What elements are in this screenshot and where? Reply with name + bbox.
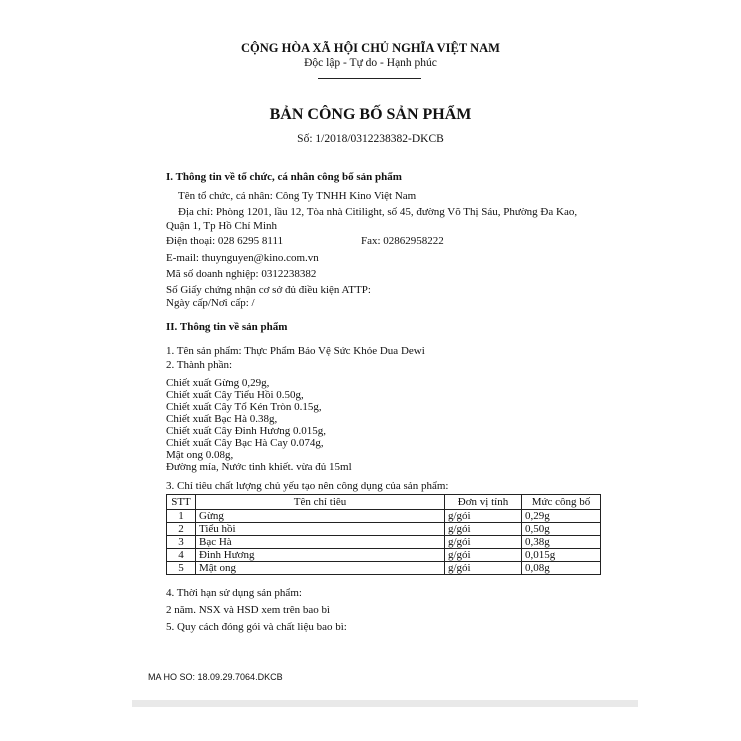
shelf-life-title: 4. Thời hạn sử dụng sản phẩm: bbox=[166, 587, 302, 599]
cell-stt: 1 bbox=[167, 510, 196, 523]
col-header-name: Tên chỉ tiêu bbox=[196, 495, 445, 510]
shelf-life: 2 năm. NSX và HSD xem trên bao bì bbox=[166, 604, 331, 616]
org-tax-code: Mã số doanh nghiệp: 0312238382 bbox=[166, 268, 317, 280]
cell-stt: 2 bbox=[167, 523, 196, 536]
cell-unit: g/gói bbox=[445, 562, 522, 575]
ingredient-item: Chiết xuất Cây Đinh Hương 0.015g, bbox=[166, 425, 326, 437]
cell-unit: g/gói bbox=[445, 536, 522, 549]
cell-name: Tiểu hồi bbox=[196, 523, 445, 536]
cell-unit: g/gói bbox=[445, 549, 522, 562]
table-row bbox=[167, 562, 601, 575]
ingredients-title: 2. Thành phần: bbox=[166, 359, 233, 371]
section-2-heading: II. Thông tin về sản phẩm bbox=[166, 321, 288, 333]
table-header-row bbox=[167, 495, 601, 510]
packaging-title: 5. Quy cách đóng gói và chất liệu bao bì: bbox=[166, 621, 347, 633]
table-row bbox=[167, 523, 601, 536]
org-phone: Điện thoại: 028 6295 8111 bbox=[166, 235, 284, 247]
col-header-unit: Đơn vị tính bbox=[445, 495, 522, 510]
section-1-heading: I. Thông tin về tổ chức, cá nhân công bố sản phẩm bbox=[166, 171, 402, 183]
ingredient-item: Chiết xuất Gừng 0,29g, bbox=[166, 377, 270, 389]
national-motto: Độc lập - Tự do - Hạnh phúc bbox=[304, 57, 437, 69]
org-issue-date: Ngày cấp/Nơi cấp: / bbox=[166, 297, 255, 309]
cell-value: 0,08g bbox=[522, 562, 601, 575]
org-fax: Fax: 02862958222 bbox=[361, 235, 444, 247]
org-address-line2: Quận 1, Tp Hồ Chí Minh bbox=[166, 220, 278, 232]
document-number: Số: 1/2018/0312238382-DKCB bbox=[297, 133, 444, 145]
dossier-code: MA HO SO: 18.09.29.7064.DKCB bbox=[148, 672, 283, 682]
org-certificate: Số Giấy chứng nhận cơ sở đủ điều kiện ATTP: bbox=[166, 284, 371, 296]
cell-name: Gừng bbox=[196, 510, 445, 523]
bottom-scroll-bar bbox=[132, 700, 638, 707]
cell-name: Mật ong bbox=[196, 562, 445, 575]
header-divider bbox=[318, 78, 421, 79]
cell-stt: 3 bbox=[167, 536, 196, 549]
ingredient-item: Đường mía, Nước tinh khiết. vừa đủ 15ml bbox=[166, 461, 352, 473]
quality-title: 3. Chỉ tiêu chất lượng chủ yếu tạo nên công dụng của sản phẩm: bbox=[166, 480, 449, 492]
cell-value: 0,38g bbox=[522, 536, 601, 549]
ingredient-item: Chiết xuất Cây Tổ Kén Tròn 0.15g, bbox=[166, 401, 322, 413]
cell-stt: 5 bbox=[167, 562, 196, 575]
cell-value: 0,015g bbox=[522, 549, 601, 562]
table-row bbox=[167, 536, 601, 549]
document-title: BẢN CÔNG BỐ SẢN PHẨM bbox=[269, 106, 472, 123]
col-header-stt: STT bbox=[167, 495, 196, 510]
ingredient-item: Chiết xuất Cây Tiểu Hồi 0.50g, bbox=[166, 389, 304, 401]
product-name: 1. Tên sản phẩm: Thực Phẩm Bảo Vệ Sức Khỏe Dua Dewi bbox=[166, 345, 425, 357]
cell-unit: g/gói bbox=[445, 523, 522, 536]
cell-value: 0,50g bbox=[522, 523, 601, 536]
cell-name: Bạc Hà bbox=[196, 536, 445, 549]
org-email: E-mail: thuynguyen@kino.com.vn bbox=[166, 252, 319, 264]
table-row bbox=[167, 510, 601, 523]
national-header: CỘNG HÒA XÃ HỘI CHỦ NGHĨA VIỆT NAM bbox=[241, 41, 500, 55]
cell-name: Đinh Hương bbox=[196, 549, 445, 562]
org-address-line1: Địa chỉ: Phòng 1201, lầu 12, Tòa nhà Citilight, số 45, đường Võ Thị Sáu, Phường Đa Kao, bbox=[178, 206, 578, 218]
table-row bbox=[167, 549, 601, 562]
quality-table bbox=[166, 494, 601, 575]
cell-stt: 4 bbox=[167, 549, 196, 562]
org-name: Tên tổ chức, cá nhân: Công Ty TNHH Kino Việt Nam bbox=[178, 190, 417, 202]
cell-unit: g/gói bbox=[445, 510, 522, 523]
ingredient-item: Chiết xuất Bạc Hà 0.38g, bbox=[166, 413, 278, 425]
cell-value: 0,29g bbox=[522, 510, 601, 523]
ingredient-item: Mật ong 0.08g, bbox=[166, 449, 234, 461]
ingredient-item: Chiết xuất Cây Bạc Hà Cay 0.074g, bbox=[166, 437, 324, 449]
col-header-value: Mức công bố bbox=[522, 495, 601, 510]
